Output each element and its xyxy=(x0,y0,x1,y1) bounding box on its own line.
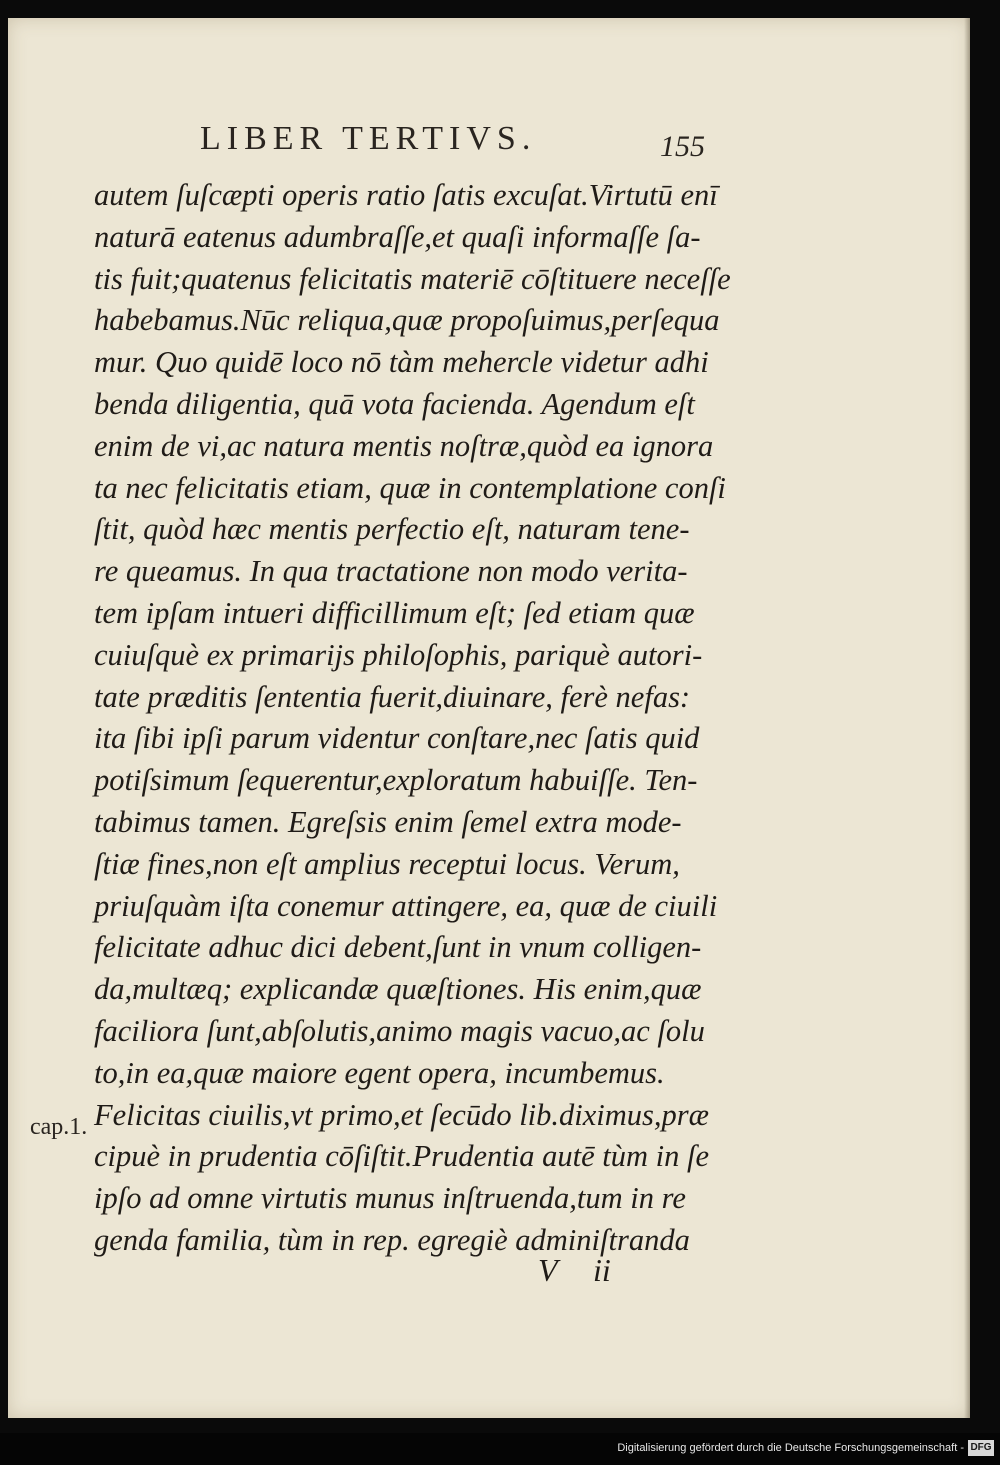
signature-mark: V ii xyxy=(538,1252,611,1288)
text-line: tate præditis ſententia fuerit,diuinare, ferè nefas: xyxy=(94,679,691,714)
running-head: LIBER TERTIVS. xyxy=(200,120,537,157)
text-line: habebamus.Nūc reliqua,quæ propoſuimus,perſequa xyxy=(94,303,720,338)
dfg-logo: DFG xyxy=(968,1440,994,1456)
text-line: tem ipſam intueri difficillimum eſt; ſed etiam quæ xyxy=(94,595,695,630)
text-line: priuſquàm iſta conemur attingere, ea, quæ de ciuili xyxy=(94,888,718,923)
margin-note: cap.1. xyxy=(30,1114,88,1140)
text-line: da,multæq; explicandæ quæſtiones. His enim,quæ xyxy=(94,972,702,1007)
text-line: tis fuit;quatenus felicitatis materiē cōſtituere neceſſe xyxy=(94,261,731,296)
text-line: re queamus. In qua tractatione non modo verita- xyxy=(94,554,688,589)
text-line: cipuè in prudentia cōſiſtit.Prudentia autē tùm in ſe xyxy=(94,1139,709,1174)
text-line: enim de vi,ac natura mentis noſtræ,quòd ea ignora xyxy=(94,428,714,463)
text-line: mur. Quo quidē loco nō tàm mehercle videtur adhi xyxy=(94,345,709,380)
text-line: ita ſibi ipſi parum videntur conſtare,nec ſatis quid xyxy=(94,721,700,756)
text-line: tabimus tamen. Egreſsis enim ſemel extra mode- xyxy=(94,804,682,839)
text-line: ſtiæ fines,non eſt amplius receptui locus. Verum, xyxy=(94,846,680,881)
text-line: naturā eatenus adumbraſſe,et quaſi informaſſe ſa- xyxy=(94,219,701,254)
text-line: ſtit, quòd hæc mentis perfectio eſt, naturam tene- xyxy=(94,512,690,547)
text-line: benda diligentia, quā vota facienda. Agendum eſt xyxy=(94,386,695,421)
text-line: cuiuſquè ex primarijs philoſophis, pariquè autori- xyxy=(94,637,703,672)
text-line: ta nec felicitatis etiam, quæ in contemplatione conſi xyxy=(94,470,726,505)
text-line: to,in ea,quæ maiore egent opera, incumbemus. xyxy=(94,1055,665,1090)
text-line: potiſsimum ſequerentur,exploratum habuiſſe. Ten- xyxy=(94,763,698,798)
book-page xyxy=(8,18,970,1418)
text-line: felicitate adhuc dici debent,ſunt in vnum colligen- xyxy=(94,930,702,965)
text-line: faciliora ſunt,abſolutis,animo magis vacuo,ac ſolu xyxy=(94,1013,705,1048)
text-line: autem ſuſcæpti operis ratio ſatis excuſat.Virtutū enī xyxy=(94,178,718,212)
main-text xyxy=(94,175,731,1262)
funding-credit: Digitalisierung gefördert durch die Deutsche Forschungsgemeinschaft - xyxy=(617,1442,964,1454)
text-line: genda familia, tùm in rep. egregiè adminiſtranda xyxy=(94,1222,690,1257)
page-number: 155 xyxy=(660,130,705,163)
text-line: ipſo ad omne virtutis munus inſtruenda,tum in re xyxy=(94,1181,686,1216)
footer-bar xyxy=(0,1433,1000,1465)
text-line: Felicitas ciuilis,vt primo,et ſecūdo lib.diximus,præ xyxy=(94,1097,710,1132)
